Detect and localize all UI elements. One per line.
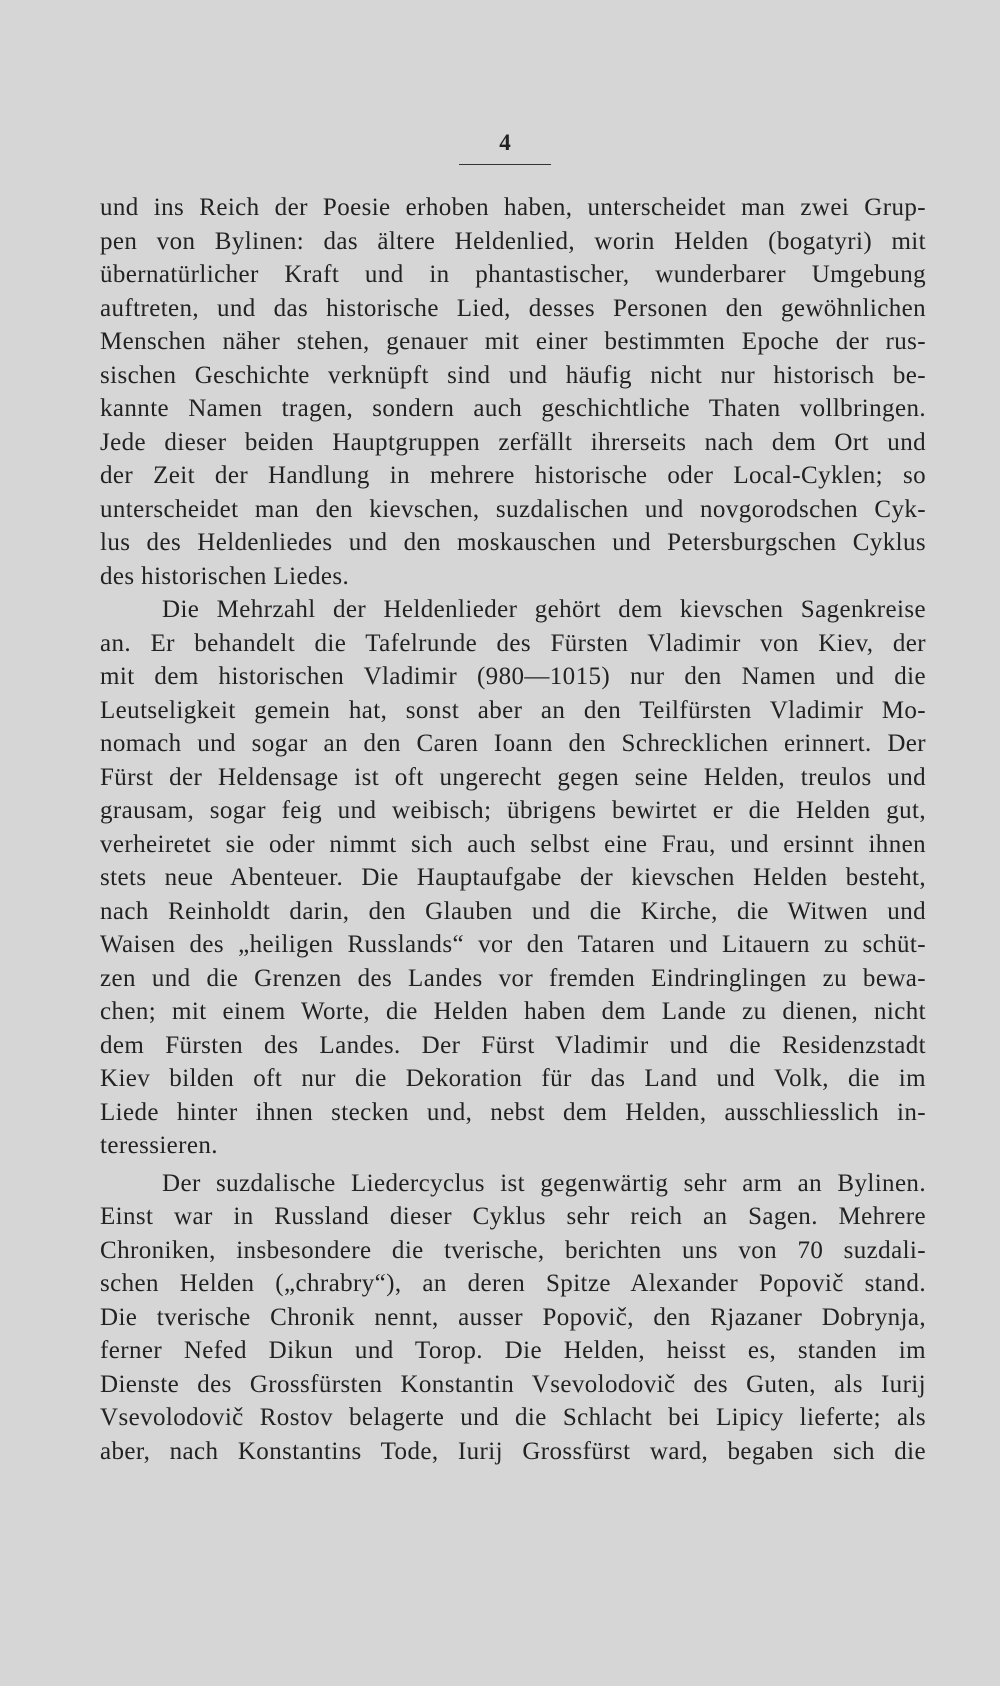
text-line: teressieren. (100, 1132, 218, 1159)
text-line: Die Mehrzahl der Heldenlieder gehört dem kievschen Sagenkreise (162, 596, 926, 623)
text-line: ferner Nefed Dikun und Torop. Die Helden, heisst es, standen im (100, 1337, 926, 1364)
page-number: 4 (499, 130, 511, 155)
text-line: nach Reinholdt darin, den Glauben und die Kirche, die Witwen und (100, 897, 926, 925)
text-line: Waisen des „heiligen Russlands“ vor den Tataren und Litauern zu schüt- (100, 931, 926, 958)
text-line: Die tverische Chronik nennt, ausser Popovič, den Rjazaner Dobrynja, (100, 1303, 926, 1331)
page-header (455, 130, 555, 165)
text-line: auftreten, und das historische Lied, desses Personen den gewöhnlichen (100, 294, 926, 322)
text-line: Vsevolodovič Rostov belagerte und die Schlacht bei Lipicy lieferte; als (100, 1404, 926, 1431)
text-line: und ins Reich der Poesie erhoben haben, unterscheidet man zwei Grup- (100, 194, 926, 221)
text-line: lus des Heldenliedes und den moskauschen und Petersburgschen Cyklus (100, 529, 926, 556)
text-line: chen; mit einem Worte, die Helden haben dem Lande zu dienen, nicht (100, 998, 926, 1025)
text-line: kannte Namen tragen, sondern auch geschichtliche Thaten vollbringen. (100, 395, 926, 422)
text-line: übernatürlicher Kraft und in phantastischer, wunderbarer Umgebung (100, 261, 926, 288)
text-line: grausam, sogar feig und weibisch; übrigens bewirtet er die Helden gut, (100, 797, 926, 824)
body-text (100, 191, 926, 1468)
text-line: Der suzdalische Liedercyclus ist gegenwärtig sehr arm an Bylinen. (162, 1169, 926, 1197)
text-line: Fürst der Heldensage ist oft ungerecht gegen seine Helden, treulos und (100, 763, 926, 791)
text-line: Liede hinter ihnen stecken und, nebst dem Helden, ausschliesslich in- (100, 1098, 926, 1126)
text-line: pen von Bylinen: das ältere Heldenlied, worin Helden (bogatyri) mit (100, 227, 926, 255)
text-line: Jede dieser beiden Hauptgruppen zerfällt ihrerseits nach dem Ort und (100, 428, 926, 456)
text-line: Leutseligkeit gemein hat, sonst aber an den Teilfürsten Vladimir Mo- (100, 696, 926, 724)
text-line: unterscheidet man den kievschen, suzdalischen und novgorodschen Cyk- (100, 495, 926, 523)
text-line: Einst war in Russland dieser Cyklus sehr reich an Sagen. Mehrere (100, 1203, 926, 1230)
text-line: Menschen näher stehen, genauer mit einer bestimmten Epoche der rus- (100, 328, 926, 355)
text-line: des historischen Liedes. (100, 562, 350, 590)
text-line: schen Helden („chrabry“), an deren Spitze Alexander Popovič stand. (100, 1270, 926, 1297)
text-line: der Zeit der Handlung in mehrere historische oder Local-Cyklen; so (100, 462, 926, 489)
text-line: an. Er behandelt die Tafelrunde des Fürsten Vladimir von Kiev, der (100, 629, 926, 657)
text-line: Chroniken, insbesondere die tverische, berichten uns von 70 suzdali- (100, 1236, 926, 1264)
text-line: mit dem historischen Vladimir (980—1015) nur den Namen und die (100, 663, 926, 690)
header-rule (459, 164, 551, 165)
text-line: Dienste des Grossfürsten Konstantin Vsevolodovič des Guten, als Iurij (100, 1370, 926, 1398)
text-line: nomach und sogar an den Caren Ioann den Schrecklichen erinnert. Der (100, 730, 926, 757)
paragraph-3 (100, 1167, 926, 1469)
text-line: stets neue Abenteuer. Die Hauptaufgabe der kievschen Helden besteht, (100, 864, 926, 891)
text-line: zen und die Grenzen des Landes vor fremden Eindringlingen zu bewa- (100, 964, 926, 992)
paragraph-1 (100, 191, 926, 593)
text-line: Kiev bilden oft nur die Dekoration für das Land und Volk, die im (100, 1065, 926, 1092)
text-line: verheiretet sie oder nimmt sich auch selbst eine Frau, und ersinnt ihnen (100, 830, 926, 858)
text-line: sischen Geschichte verknüpft sind und häufig nicht nur historisch be- (100, 361, 926, 389)
text-line: aber, nach Konstantins Tode, Iurij Grossfürst ward, begaben sich die (100, 1437, 926, 1465)
paragraph-2 (100, 593, 926, 1163)
text-line: dem Fürsten des Landes. Der Fürst Vladimir und die Residenzstadt (100, 1031, 926, 1059)
